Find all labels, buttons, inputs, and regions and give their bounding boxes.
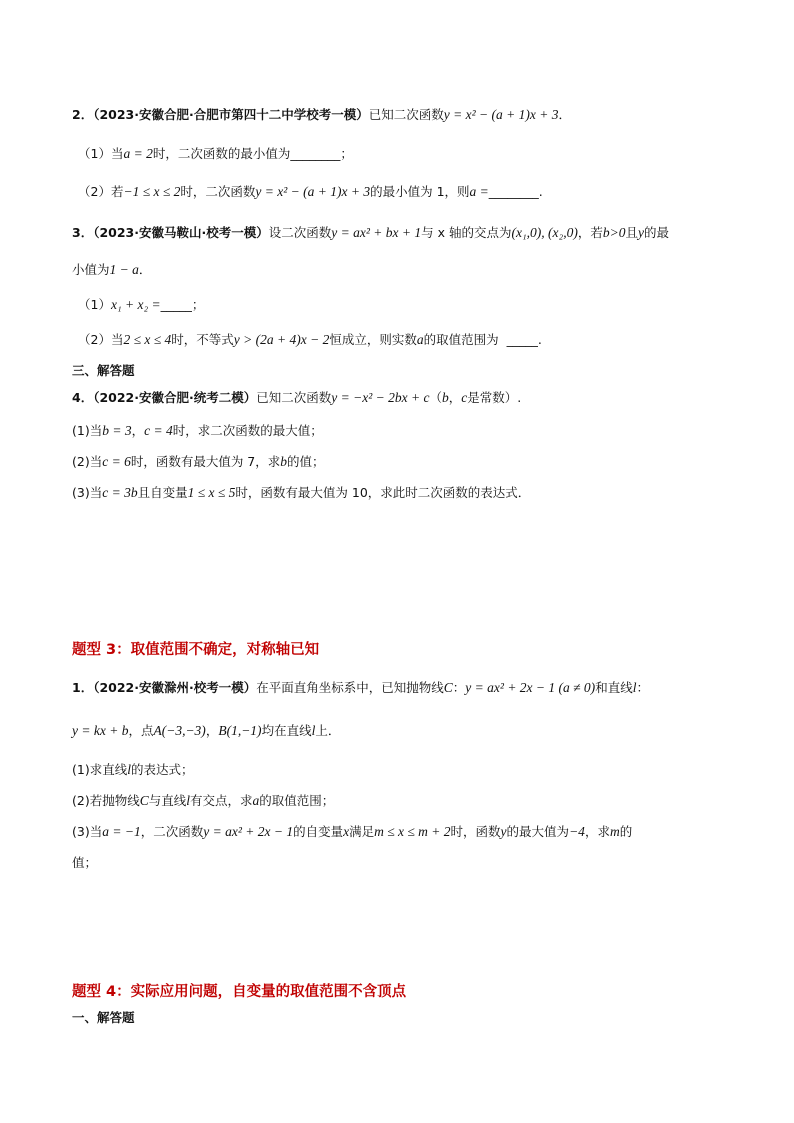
q2-part2: （2）若−1 ≤ x ≤ 2时，二次函数y = x² − (a + 1)x + 3的最小值为 1，则a =________. <box>78 184 543 199</box>
q4-part2: (2)当c = 6时，函数有最大值为 7，求b的值； <box>72 454 325 469</box>
t3q1-stem: 1．（2022·安徽滁州·校考一模）在平面直角坐标系中，已知抛物线C：y = ax² + 2x − 1 (a ≠ 0)和直线l： <box>72 680 649 695</box>
q3-stem-cont: 小值为1 − a． <box>72 262 152 277</box>
heading-type-3: 题型 3：取值范围不确定，对称轴已知 <box>72 642 320 658</box>
q3-part2: （2）当2 ≤ x ≤ 4时，不等式y > (2a + 4)x − 2恒成立，则实数a的取值范围为 _____. <box>78 332 542 347</box>
answer-blank: _____ <box>506 332 538 347</box>
t3q1-part2: (2)若抛物线C与直线l有交点，求a的取值范围； <box>72 793 335 808</box>
t3q1-part1: (1)求直线l的表达式； <box>72 762 194 777</box>
q4-stem: 4．（2022·安徽合肥·统考二模）已知二次函数y = −x² − 2bx + c（b，c是常数）. <box>72 390 522 405</box>
answer-blank: ________ <box>488 184 539 199</box>
t3q1-part3-cont: 值； <box>72 855 98 870</box>
q4-part3: (3)当c = 3b且自变量1 ≤ x ≤ 5时，函数有最大值为 10，求此时二次函数的表达式． <box>72 485 531 500</box>
q4-part1: (1)当b = 3，c = 4时，求二次函数的最大值； <box>72 423 323 438</box>
q3-stem: 3．（2023·安徽马鞍山·校考一模）设二次函数y = ax² + bx + 1与 x 轴的交点为(x₁,0), (x₂,0)，若b>0且y的最 <box>72 225 670 240</box>
section-title-answers: 三、解答题 <box>72 363 135 378</box>
t3q1-stem-cont: y = kx + b，点A(−3,−3)，B(1,−1)均在直线l上． <box>72 723 341 738</box>
section-title-answers-2: 一、解答题 <box>72 1010 135 1025</box>
heading-type-4: 题型 4：实际应用问题，自变量的取值范围不含顶点 <box>72 984 407 1000</box>
q2-stem: 2．（2023·安徽合肥·合肥市第四十二中学校考一模）已知二次函数y = x² − (a + 1)x + 3． <box>72 107 571 122</box>
answer-blank: ________ <box>290 146 341 161</box>
q3-part1: （1）x₁ + x₂ =_____； <box>78 297 205 312</box>
t3q1-part3: (3)当a = −1，二次函数y = ax² + 2x − 1的自变量x满足m ≤ x ≤ m + 2时，函数y的最大值为−4，求m的 <box>72 824 633 839</box>
q2-part1: （1）当a = 2时，二次函数的最小值为________； <box>78 146 353 161</box>
answer-blank: _____ <box>160 297 192 312</box>
